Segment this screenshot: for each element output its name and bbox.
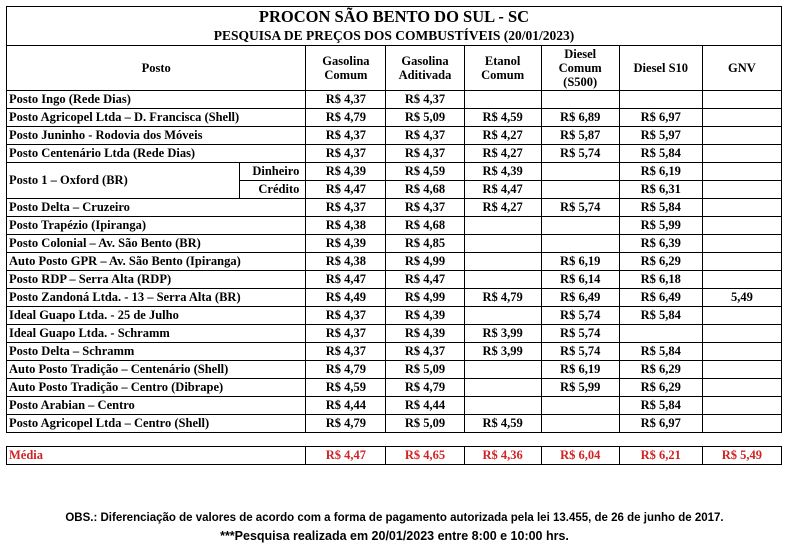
price-diesel-comum: R$ 5,74 bbox=[541, 307, 619, 325]
price-etanol bbox=[464, 379, 541, 397]
price-gasolina-aditivada: R$ 4,37 bbox=[386, 343, 464, 361]
price-diesel-s10: R$ 6,29 bbox=[619, 253, 702, 271]
price-diesel-s10: R$ 5,99 bbox=[619, 217, 702, 235]
price-diesel-comum: R$ 5,74 bbox=[541, 343, 619, 361]
posto-name: Posto RDP – Serra Alta (RDP) bbox=[7, 271, 306, 289]
price-etanol bbox=[464, 361, 541, 379]
price-gasolina-comum: R$ 4,37 bbox=[306, 91, 386, 109]
price-gasolina-aditivada: R$ 4,39 bbox=[386, 307, 464, 325]
price-diesel-s10: R$ 6,19 bbox=[619, 163, 702, 181]
price-diesel-comum: R$ 6,49 bbox=[541, 289, 619, 307]
price-gasolina-comum: R$ 4,79 bbox=[306, 361, 386, 379]
table-row bbox=[7, 109, 782, 127]
price-etanol bbox=[464, 235, 541, 253]
obs-note: OBS.: Diferenciação de valores de acordo com a forma de pagamento autorizada pela lei 13.455, de 26 de junho de 2017. bbox=[65, 512, 724, 524]
price-gasolina-aditivada: R$ 4,85 bbox=[386, 235, 464, 253]
table-row bbox=[7, 91, 782, 109]
price-gasolina-comum: R$ 4,79 bbox=[306, 415, 386, 433]
media-gnv: R$ 5,49 bbox=[702, 447, 781, 465]
media-gasolina-aditivada: R$ 4,65 bbox=[386, 447, 464, 465]
posto-name: Posto Ingo (Rede Dias) bbox=[7, 91, 306, 109]
price-gasolina-aditivada: R$ 4,37 bbox=[386, 199, 464, 217]
price-etanol bbox=[464, 91, 541, 109]
price-etanol bbox=[464, 397, 541, 415]
price-diesel-s10: R$ 6,18 bbox=[619, 271, 702, 289]
price-gnv bbox=[702, 199, 781, 217]
price-gasolina-aditivada: R$ 5,09 bbox=[386, 109, 464, 127]
price-gasolina-aditivada: R$ 4,68 bbox=[386, 181, 464, 199]
price-gasolina-comum: R$ 4,38 bbox=[306, 253, 386, 271]
media-label: Média bbox=[7, 447, 306, 465]
header-diesel-s10: Diesel S10 bbox=[619, 46, 702, 91]
posto-name: Posto Colonial – Av. São Bento (BR) bbox=[7, 235, 306, 253]
price-diesel-s10: R$ 5,84 bbox=[619, 199, 702, 217]
posto-name: Posto Agricopel Ltda – Centro (Shell) bbox=[7, 415, 306, 433]
price-gasolina-comum: R$ 4,49 bbox=[306, 289, 386, 307]
table-row bbox=[7, 163, 782, 181]
price-gnv bbox=[702, 145, 781, 163]
price-gnv bbox=[702, 127, 781, 145]
price-gasolina-comum: R$ 4,44 bbox=[306, 397, 386, 415]
price-gnv bbox=[702, 253, 781, 271]
price-gnv bbox=[702, 163, 781, 181]
price-gasolina-comum: R$ 4,59 bbox=[306, 379, 386, 397]
price-diesel-comum: R$ 6,19 bbox=[541, 253, 619, 271]
price-diesel-comum: R$ 5,74 bbox=[541, 145, 619, 163]
price-gnv bbox=[702, 397, 781, 415]
price-gasolina-comum: R$ 4,37 bbox=[306, 127, 386, 145]
price-gasolina-aditivada: R$ 4,37 bbox=[386, 91, 464, 109]
media-etanol: R$ 4,36 bbox=[464, 447, 541, 465]
price-diesel-s10 bbox=[619, 325, 702, 343]
price-gasolina-comum: R$ 4,47 bbox=[306, 181, 386, 199]
price-diesel-comum bbox=[541, 415, 619, 433]
price-etanol: R$ 4,47 bbox=[464, 181, 541, 199]
price-diesel-s10: R$ 5,84 bbox=[619, 397, 702, 415]
price-etanol: R$ 3,99 bbox=[464, 325, 541, 343]
table-row bbox=[7, 415, 782, 433]
posto-name: Ideal Guapo Ltda. - Schramm bbox=[7, 325, 306, 343]
payment-method-label: Crédito bbox=[240, 181, 306, 199]
price-diesel-s10: R$ 5,84 bbox=[619, 307, 702, 325]
posto-name: Posto Zandoná Ltda. - 13 – Serra Alta (BR) bbox=[7, 289, 306, 307]
price-gasolina-comum: R$ 4,47 bbox=[306, 271, 386, 289]
price-gasolina-comum: R$ 4,39 bbox=[306, 235, 386, 253]
media-row bbox=[7, 447, 782, 465]
price-gnv bbox=[702, 379, 781, 397]
header-gasolina-aditivada: Gasolina Aditivada bbox=[386, 46, 464, 91]
survey-time-note: ***Pesquisa realizada em 20/01/2023 entre 8:00 e 10:00 hrs. bbox=[220, 529, 569, 543]
price-gasolina-comum: R$ 4,37 bbox=[306, 307, 386, 325]
price-gasolina-aditivada: R$ 4,37 bbox=[386, 145, 464, 163]
table-row bbox=[7, 217, 782, 235]
price-gasolina-aditivada: R$ 4,39 bbox=[386, 325, 464, 343]
price-etanol: R$ 4,39 bbox=[464, 163, 541, 181]
price-gasolina-comum: R$ 4,79 bbox=[306, 109, 386, 127]
price-gasolina-aditivada: R$ 4,79 bbox=[386, 379, 464, 397]
price-diesel-s10: R$ 6,49 bbox=[619, 289, 702, 307]
price-diesel-s10: R$ 6,97 bbox=[619, 415, 702, 433]
table-row bbox=[7, 271, 782, 289]
media-gasolina-comum: R$ 4,47 bbox=[306, 447, 386, 465]
table-row bbox=[7, 361, 782, 379]
price-diesel-comum bbox=[541, 181, 619, 199]
price-diesel-comum: R$ 5,99 bbox=[541, 379, 619, 397]
price-gnv: 5,49 bbox=[702, 289, 781, 307]
price-etanol: R$ 4,59 bbox=[464, 109, 541, 127]
table-row bbox=[7, 379, 782, 397]
price-gnv bbox=[702, 271, 781, 289]
price-diesel-s10: R$ 6,31 bbox=[619, 181, 702, 199]
header-gasolina-comum: Gasolina Comum bbox=[306, 46, 386, 91]
header-diesel-comum: Diesel Comum (S500) bbox=[541, 46, 619, 91]
table-row bbox=[7, 289, 782, 307]
price-gasolina-comum: R$ 4,37 bbox=[306, 145, 386, 163]
price-diesel-s10 bbox=[619, 91, 702, 109]
header-gnv: GNV bbox=[702, 46, 781, 91]
price-gasolina-comum: R$ 4,39 bbox=[306, 163, 386, 181]
header-etanol-comum: Etanol Comum bbox=[464, 46, 541, 91]
price-etanol: R$ 4,27 bbox=[464, 145, 541, 163]
price-diesel-comum: R$ 5,74 bbox=[541, 199, 619, 217]
price-diesel-comum bbox=[541, 91, 619, 109]
price-diesel-comum bbox=[541, 235, 619, 253]
price-diesel-s10: R$ 6,97 bbox=[619, 109, 702, 127]
posto-name: Auto Posto Tradição – Centro (Dibrape) bbox=[7, 379, 306, 397]
price-gasolina-aditivada: R$ 4,59 bbox=[386, 163, 464, 181]
table-row bbox=[7, 145, 782, 163]
posto-name: Auto Posto GPR – Av. São Bento (Ipiranga) bbox=[7, 253, 306, 271]
media-diesel-comum: R$ 6,04 bbox=[541, 447, 619, 465]
media-diesel-s10: R$ 6,21 bbox=[619, 447, 702, 465]
price-gasolina-aditivada: R$ 4,99 bbox=[386, 289, 464, 307]
price-gnv bbox=[702, 217, 781, 235]
price-gnv bbox=[702, 307, 781, 325]
payment-method-label: Dinheiro bbox=[240, 163, 306, 181]
table-row bbox=[7, 397, 782, 415]
price-etanol: R$ 4,79 bbox=[464, 289, 541, 307]
price-gnv bbox=[702, 181, 781, 199]
price-etanol bbox=[464, 217, 541, 235]
price-etanol: R$ 4,27 bbox=[464, 127, 541, 145]
price-gnv bbox=[702, 91, 781, 109]
table-row bbox=[7, 343, 782, 361]
posto-name: Posto Delta – Cruzeiro bbox=[7, 199, 306, 217]
price-etanol: R$ 3,99 bbox=[464, 343, 541, 361]
posto-name: Posto Juninho - Rodovia dos Móveis bbox=[7, 127, 306, 145]
table-row bbox=[7, 307, 782, 325]
price-diesel-comum bbox=[541, 397, 619, 415]
price-diesel-comum: R$ 6,89 bbox=[541, 109, 619, 127]
price-gnv bbox=[702, 325, 781, 343]
price-gasolina-aditivada: R$ 4,47 bbox=[386, 271, 464, 289]
price-etanol: R$ 4,59 bbox=[464, 415, 541, 433]
price-diesel-comum: R$ 5,87 bbox=[541, 127, 619, 145]
price-etanol bbox=[464, 271, 541, 289]
table-row bbox=[7, 325, 782, 343]
price-diesel-s10: R$ 5,84 bbox=[619, 343, 702, 361]
price-diesel-s10: R$ 5,97 bbox=[619, 127, 702, 145]
price-etanol bbox=[464, 307, 541, 325]
posto-name: Posto Arabian – Centro bbox=[7, 397, 306, 415]
price-gasolina-aditivada: R$ 5,09 bbox=[386, 415, 464, 433]
price-gasolina-comum: R$ 4,37 bbox=[306, 199, 386, 217]
page-subtitle: PESQUISA DE PREÇOS DOS COMBUSTÍVEIS (20/01/2023) bbox=[7, 27, 782, 46]
price-gnv bbox=[702, 235, 781, 253]
table-row bbox=[7, 235, 782, 253]
price-gasolina-aditivada: R$ 4,37 bbox=[386, 127, 464, 145]
price-etanol: R$ 4,27 bbox=[464, 199, 541, 217]
posto-name: Posto Delta – Schramm bbox=[7, 343, 306, 361]
price-diesel-s10: R$ 5,84 bbox=[619, 145, 702, 163]
header-posto: Posto bbox=[7, 46, 306, 91]
price-table bbox=[6, 6, 782, 433]
price-diesel-s10: R$ 6,29 bbox=[619, 379, 702, 397]
price-gasolina-aditivada: R$ 5,09 bbox=[386, 361, 464, 379]
price-gasolina-comum: R$ 4,38 bbox=[306, 217, 386, 235]
price-diesel-comum: R$ 6,14 bbox=[541, 271, 619, 289]
price-gasolina-comum: R$ 4,37 bbox=[306, 343, 386, 361]
price-diesel-comum: R$ 5,74 bbox=[541, 325, 619, 343]
price-diesel-comum bbox=[541, 163, 619, 181]
price-etanol bbox=[464, 253, 541, 271]
table-row bbox=[7, 253, 782, 271]
price-diesel-comum bbox=[541, 217, 619, 235]
price-gnv bbox=[702, 343, 781, 361]
price-gasolina-aditivada: R$ 4,44 bbox=[386, 397, 464, 415]
page-title: PROCON SÃO BENTO DO SUL - SC bbox=[7, 7, 782, 28]
table-row bbox=[7, 199, 782, 217]
price-gnv bbox=[702, 361, 781, 379]
price-gasolina-aditivada: R$ 4,99 bbox=[386, 253, 464, 271]
price-gasolina-aditivada: R$ 4,68 bbox=[386, 217, 464, 235]
media-table bbox=[6, 446, 782, 465]
price-gasolina-comum: R$ 4,37 bbox=[306, 325, 386, 343]
posto-name: Ideal Guapo Ltda. - 25 de Julho bbox=[7, 307, 306, 325]
price-diesel-s10: R$ 6,29 bbox=[619, 361, 702, 379]
posto-name: Posto 1 – Oxford (BR) bbox=[7, 163, 240, 199]
posto-name: Posto Trapézio (Ipiranga) bbox=[7, 217, 306, 235]
posto-name: Posto Agricopel Ltda – D. Francisca (Shell) bbox=[7, 109, 306, 127]
price-diesel-s10: R$ 6,39 bbox=[619, 235, 702, 253]
table-row bbox=[7, 127, 782, 145]
posto-name: Posto Centenário Ltda (Rede Dias) bbox=[7, 145, 306, 163]
price-gnv bbox=[702, 415, 781, 433]
price-diesel-comum: R$ 6,19 bbox=[541, 361, 619, 379]
price-survey-sheet bbox=[6, 6, 782, 465]
table-header-row bbox=[7, 46, 782, 91]
price-gnv bbox=[702, 109, 781, 127]
posto-name: Auto Posto Tradição – Centenário (Shell) bbox=[7, 361, 306, 379]
